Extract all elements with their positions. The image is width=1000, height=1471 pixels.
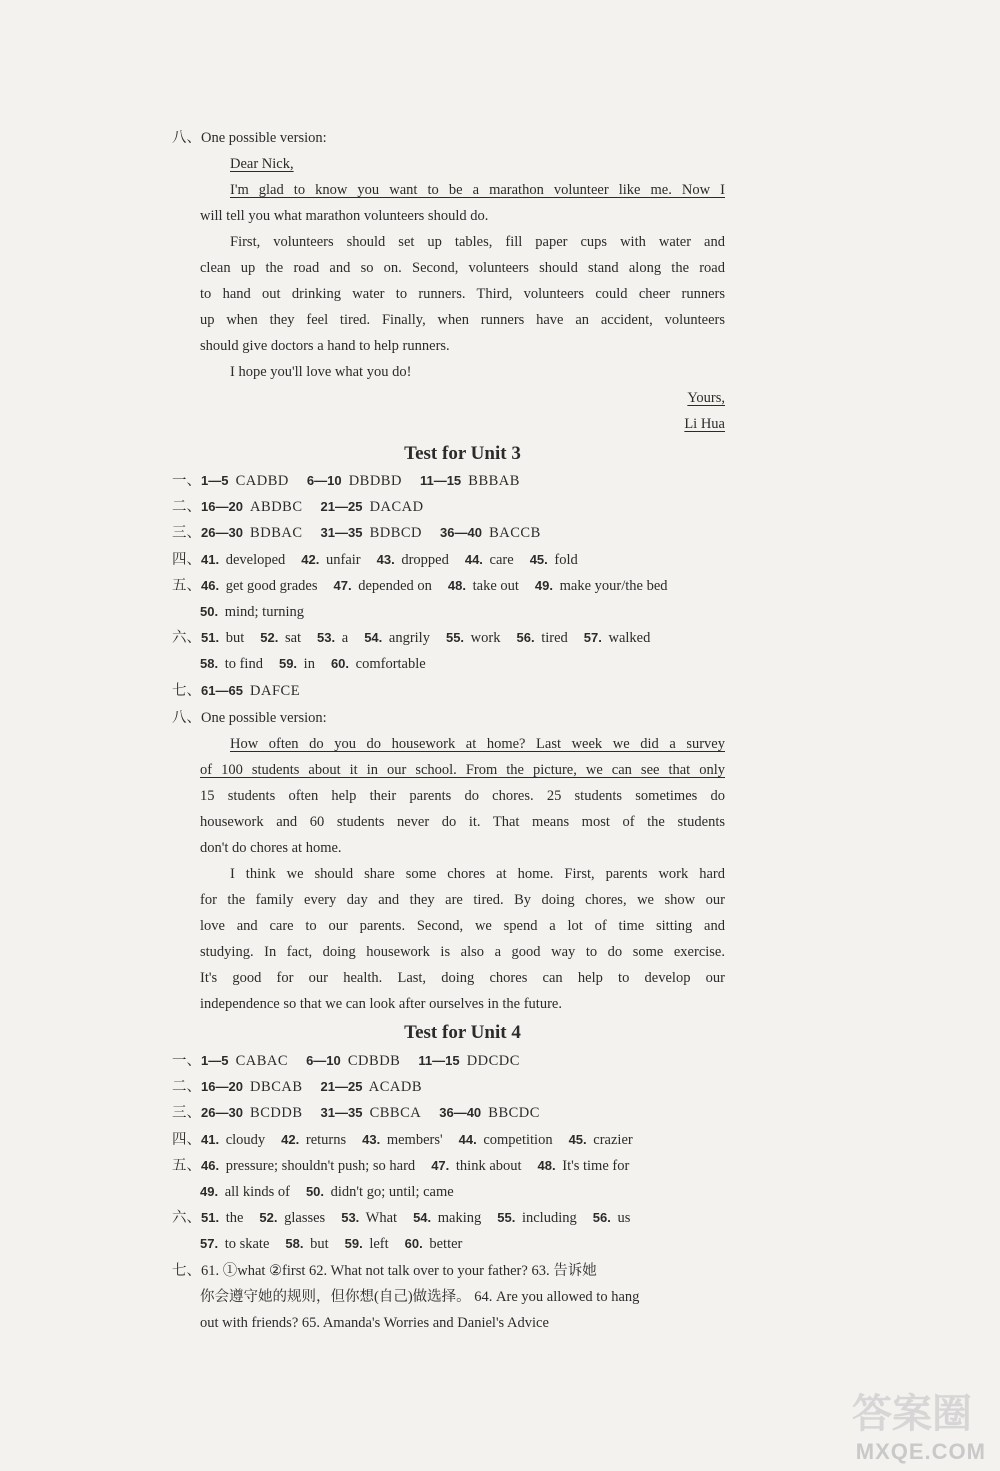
answer-value: comfortable	[352, 656, 426, 673]
question-number: 59.	[344, 1236, 363, 1252]
answer-value: pressure; shouldn't push; so hard	[222, 1157, 416, 1174]
letter-line: I hope you'll love what you do!	[230, 364, 412, 380]
answer-value: members'	[383, 1131, 443, 1148]
answer-value: DACAD	[365, 499, 424, 516]
answer-value: think about	[452, 1157, 522, 1174]
essay-line: for the family every day and they are tired. By doing chores, we show our	[200, 892, 725, 908]
answer-value: cloudy	[222, 1131, 266, 1148]
question-number: 59.	[278, 656, 298, 672]
question-number: 26—30	[201, 1105, 243, 1121]
essay-line: 15 students often help their parents do chores. 25 students sometimes do	[200, 788, 725, 804]
answer-value: DBCAB	[245, 1079, 303, 1096]
answer-value: us	[613, 1210, 631, 1227]
watermark-url: MXQE.COM	[855, 1439, 986, 1464]
unit4-answer-row	[200, 1179, 770, 1205]
question-number: 46.	[201, 577, 220, 593]
letter-line: should give doctors a hand to help runners.	[200, 338, 450, 354]
section-label: 五、	[172, 577, 201, 594]
question-number: 49.	[200, 1184, 219, 1199]
answer-value: work	[467, 630, 501, 647]
answer-value: care	[485, 551, 514, 568]
question-number: 42.	[301, 551, 320, 567]
answer-value: DBDBD	[344, 473, 402, 489]
unit4-answer-row	[172, 1205, 742, 1231]
section-label: 三、	[172, 1105, 201, 1122]
question-number: 21—25	[320, 1079, 363, 1095]
letter-line: to hand out drinking water to runners. Third, volunteers could cheer runners	[200, 286, 725, 302]
answer-value: unfair	[322, 551, 361, 568]
essay-line: studying. In fact, doing housework is also a good way to do some exercise.	[200, 944, 725, 960]
watermark	[792, 1385, 992, 1465]
question-number: 31—35	[320, 525, 363, 541]
unit3-answer-row	[172, 547, 742, 573]
unit4-q7-line: 七、61. ①what ②first 62. What not talk over to your father? 63. 告诉她	[172, 1263, 597, 1279]
answer-value: BCDDB	[245, 1105, 303, 1122]
answer-value: take out	[468, 577, 519, 594]
question-number: 52.	[260, 630, 279, 646]
question-number: 53.	[317, 630, 336, 646]
answer-value: mind; turning	[221, 604, 305, 620]
answer-value: DDCDC	[462, 1053, 520, 1069]
answer-value: including	[518, 1210, 577, 1227]
question-number: 42.	[281, 1131, 300, 1147]
question-number: 31—35	[320, 1105, 363, 1121]
unit4-answer-row	[172, 1153, 742, 1179]
question-number: 50.	[305, 1184, 325, 1199]
answer-value: the	[222, 1210, 244, 1227]
question-number: 11—15	[419, 473, 462, 488]
question-number: 58.	[200, 656, 219, 672]
answer-value: DAFCE	[245, 682, 301, 699]
answer-value: left	[365, 1236, 389, 1253]
question-number: 58.	[285, 1236, 304, 1252]
unit3-answer-row	[172, 573, 742, 599]
question-number: 44.	[458, 1131, 477, 1147]
answer-value: CBBCA	[365, 1105, 422, 1122]
unit3-answer-row	[172, 678, 742, 704]
section-label: 五、	[172, 1157, 201, 1174]
unit4-answer-row	[172, 1048, 742, 1074]
essay-line: don't do chores at home.	[200, 840, 342, 856]
unit3-answer-row	[200, 651, 770, 677]
question-number: 55.	[445, 630, 465, 646]
letter-line: First, volunteers should set up tables, fill paper cups with water and	[230, 234, 725, 250]
question-number: 16—20	[201, 499, 243, 515]
unit4-title: Test for Unit 4	[404, 1022, 521, 1043]
unit3-answer-row	[172, 494, 742, 520]
unit3-answer-row	[200, 599, 770, 625]
unit4-answer-row	[172, 1074, 742, 1100]
answer-value: BBCDC	[484, 1105, 540, 1122]
answer-value: ABDBC	[245, 499, 303, 516]
answer-value: a	[338, 630, 349, 647]
question-number: 1—5	[201, 473, 229, 488]
unit4-answer-row	[172, 1100, 742, 1126]
question-number: 16—20	[201, 1079, 243, 1095]
answer-value: tired	[537, 630, 568, 647]
question-number: 46.	[201, 1157, 220, 1173]
unit4-answer-row	[200, 1231, 770, 1257]
question-number: 43.	[376, 551, 395, 567]
answer-value: make your/the bed	[556, 577, 668, 594]
letter-line: up when they feel tired. Finally, when runners have an accident, volunteers	[200, 312, 725, 328]
watermark-logo: 答案圈	[852, 1391, 972, 1437]
question-number: 60.	[404, 1236, 423, 1252]
section-label: 四、	[172, 1131, 201, 1148]
answer-value: depended on	[354, 577, 432, 594]
question-number: 56.	[592, 1210, 611, 1226]
question-number: 6—10	[306, 1053, 341, 1068]
question-number: 36—40	[439, 1105, 482, 1121]
unit3-essay-heading: 八、One possible version:	[172, 710, 327, 726]
question-number: 54.	[364, 630, 383, 646]
question-number: 61—65	[201, 682, 243, 698]
section-label: 二、	[172, 1079, 201, 1096]
question-number: 41.	[201, 551, 220, 567]
question-number: 36—40	[440, 525, 482, 541]
question-number: 57.	[583, 630, 602, 646]
question-number: 45.	[568, 1131, 587, 1147]
question-number: 1—5	[201, 1053, 229, 1068]
question-number: 55.	[497, 1210, 516, 1226]
question-number: 47.	[431, 1157, 450, 1173]
answer-value: CABAC	[231, 1053, 289, 1069]
letter-salutation: Dear Nick,	[230, 156, 294, 172]
question-number: 41.	[201, 1131, 220, 1147]
letter-line: I'm glad to know you want to be a marathon volunteer like me. Now I	[230, 182, 725, 198]
question-number: 11—15	[418, 1053, 460, 1068]
answer-value: making	[434, 1210, 482, 1227]
unit4-answer-row	[172, 1127, 742, 1153]
essay-line: I think we should share some chores at home. First, parents work hard	[230, 866, 725, 882]
question-number: 54.	[413, 1210, 432, 1226]
answer-value: It's time for	[558, 1157, 630, 1174]
answer-value: get good grades	[222, 577, 318, 594]
essay-line: of 100 students about it in our school. From the picture, we can see that only	[200, 762, 725, 778]
answer-value: to find	[221, 656, 263, 673]
question-number: 47.	[333, 577, 352, 593]
answer-value: glasses	[280, 1210, 326, 1227]
answer-value: CDBDB	[343, 1053, 401, 1069]
answer-value: but	[222, 630, 245, 647]
answer-value: better	[425, 1236, 463, 1253]
question-number: 6—10	[306, 473, 342, 488]
question-number: 43.	[362, 1131, 381, 1147]
question-number: 51.	[201, 1210, 220, 1226]
answer-value: angrily	[385, 630, 430, 647]
essay-line: It's good for our health. Last, doing chores can help to develop our	[200, 970, 725, 986]
question-number: 45.	[529, 551, 548, 567]
section-label: 二、	[172, 499, 201, 516]
section-label: 六、	[172, 1210, 201, 1227]
question-number: 52.	[259, 1210, 278, 1226]
question-number: 56.	[516, 630, 535, 646]
unit3-answer-row	[172, 468, 742, 494]
question-number: 26—30	[201, 525, 243, 541]
essay-line: housework and 60 students never do it. That means most of the students	[200, 814, 725, 830]
unit4-q7-line: out with friends? 65. Amanda's Worries and Daniel's Advice	[200, 1315, 549, 1331]
answer-value: didn't go; until; came	[327, 1184, 454, 1200]
answer-value: ACADB	[365, 1079, 423, 1096]
essay-line: How often do you do housework at home? Last week we did a survey	[230, 736, 725, 752]
letter-closing: Yours,	[687, 390, 725, 406]
question-number: 21—25	[320, 499, 363, 515]
question-number: 49.	[534, 577, 553, 593]
answer-value: returns	[302, 1131, 347, 1148]
answer-value: walked	[604, 630, 651, 647]
letter-heading: 八、One possible version:	[172, 130, 327, 146]
answer-value: competition	[479, 1131, 553, 1148]
essay-line: love and care to our parents. Second, we spend a lot of time sitting and	[200, 918, 725, 934]
answer-value: but	[306, 1236, 329, 1253]
letter-signature: Li Hua	[684, 416, 725, 432]
section-label: 三、	[172, 525, 201, 542]
answer-value: BBBAB	[464, 473, 520, 489]
question-number: 57.	[200, 1236, 219, 1252]
answer-value: fold	[550, 551, 578, 568]
question-number: 50.	[200, 604, 219, 619]
question-number: 48.	[447, 577, 466, 593]
unit3-answer-row	[172, 520, 742, 546]
section-label: 一、	[172, 1053, 201, 1069]
unit3-answer-row	[172, 625, 742, 651]
answer-value: CADBD	[231, 473, 289, 489]
essay-line: independence so that we can look after ourselves in the future.	[200, 996, 562, 1012]
answer-value: BACCB	[484, 525, 541, 542]
answer-value: dropped	[397, 551, 449, 568]
section-label: 七、	[172, 682, 201, 699]
letter-line: clean up the road and so on. Second, volunteers should stand along the road	[200, 260, 725, 276]
question-number: 60.	[330, 656, 350, 672]
answer-value: sat	[281, 630, 302, 647]
letter-line: will tell you what marathon volunteers should do.	[200, 208, 489, 224]
section-label: 六、	[172, 630, 201, 647]
question-number: 51.	[201, 630, 220, 646]
unit3-title: Test for Unit 3	[404, 443, 521, 464]
answer-value: crazier	[589, 1131, 633, 1148]
answer-value: all kinds of	[221, 1184, 290, 1200]
answer-value: in	[300, 656, 315, 673]
question-number: 48.	[537, 1157, 556, 1173]
question-number: 44.	[464, 551, 483, 567]
answer-value: to skate	[221, 1236, 270, 1253]
question-number: 53.	[341, 1210, 360, 1226]
section-label: 四、	[172, 551, 201, 568]
answer-value: developed	[222, 551, 286, 568]
answer-value: What	[362, 1210, 398, 1227]
answer-value: BDBCD	[365, 525, 423, 542]
answer-value: BDBAC	[245, 525, 303, 542]
unit4-q7-line: 你会遵守她的规则，但你想(自己)做选择。 64. Are you allowed to hang	[200, 1289, 640, 1305]
section-label: 一、	[172, 473, 201, 489]
